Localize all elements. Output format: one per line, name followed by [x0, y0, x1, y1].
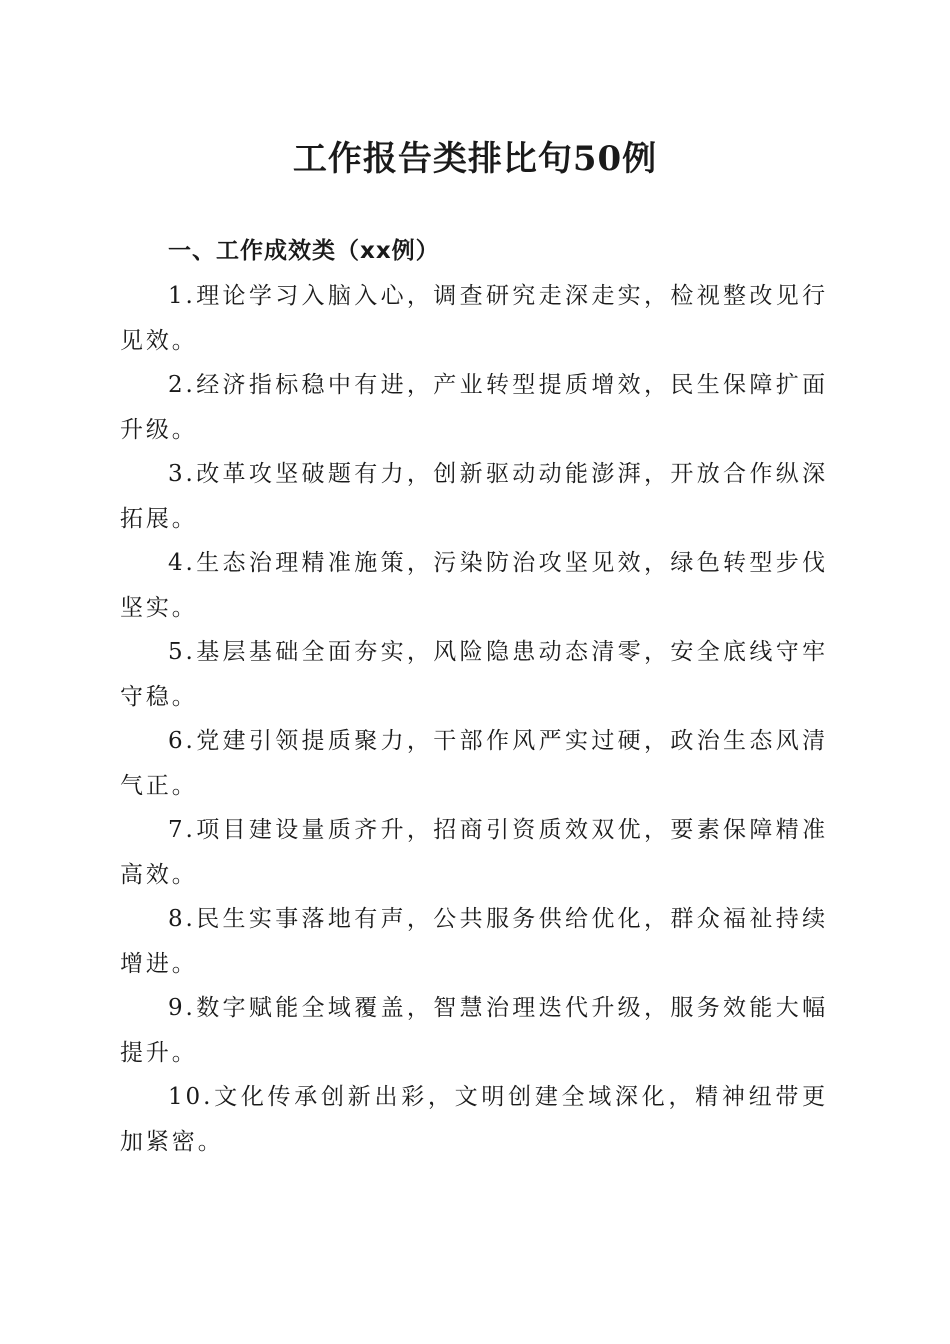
list-item: 9.数字赋能全域覆盖，智慧治理迭代升级，服务效能大幅提升。 — [120, 995, 828, 1066]
list-item: 2.经济指标稳中有进，产业转型提质增效，民生保障扩面升级。 — [120, 372, 828, 443]
list-item: 6.党建引领提质聚力，干部作风严实过硬，政治生态风清气正。 — [120, 728, 828, 799]
document-title: 工作报告类排比句50例 — [292, 139, 658, 179]
section-heading: 一、工作成效类（xx例） — [168, 238, 440, 264]
example-list — [120, 274, 828, 1164]
list-item: 7.项目建设量质齐升，招商引资质效双优，要素保障精准高效。 — [120, 817, 828, 888]
list-item: 10.文化传承创新出彩，文明创建全域深化，精神纽带更加紧密。 — [120, 1084, 828, 1155]
list-item: 4.生态治理精准施策，污染防治攻坚见效，绿色转型步伐坚实。 — [120, 550, 828, 621]
list-item: 5.基层基础全面夯实，风险隐患动态清零，安全底线守牢守稳。 — [120, 639, 828, 710]
document-body — [120, 228, 828, 1164]
list-item: 3.改革攻坚破题有力，创新驱动动能澎湃，开放合作纵深拓展。 — [120, 461, 828, 532]
list-item: 1.理论学习入脑入心，调查研究走深走实，检视整改见行见效。 — [120, 283, 828, 354]
list-item: 8.民生实事落地有声，公共服务供给优化，群众福祉持续增进。 — [120, 906, 828, 977]
